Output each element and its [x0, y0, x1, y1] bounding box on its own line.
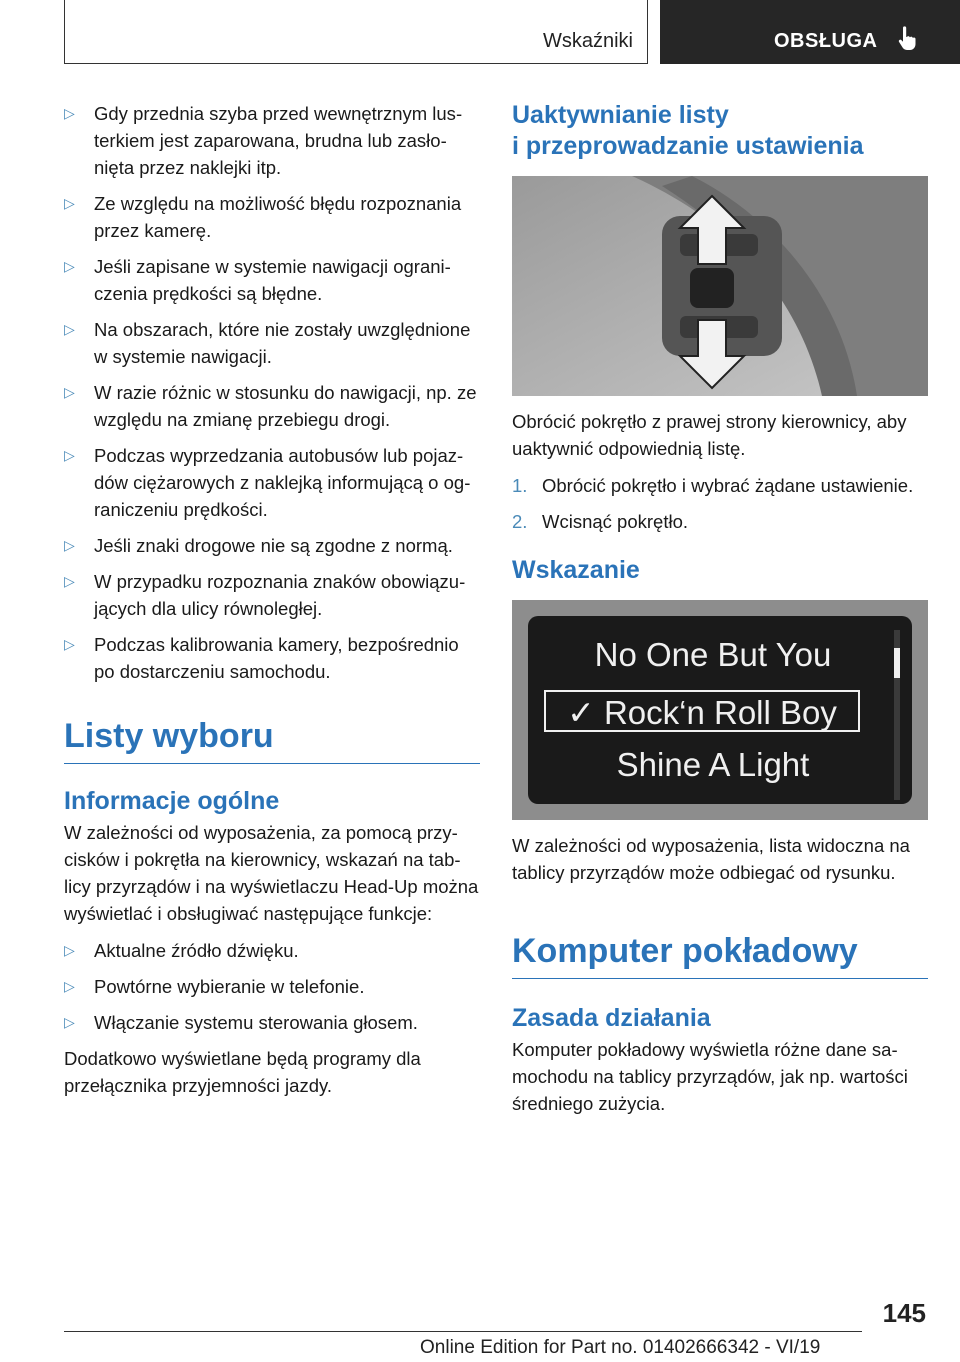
header-tab	[660, 0, 960, 64]
triangle-bullet-icon: ▷	[64, 573, 75, 589]
triangle-bullet-icon: ▷	[64, 978, 75, 994]
list-item: ▷ Gdy przednia szyba przed wewnętrznym lusterkiem jest zaparowana, brudna lub zasłonięta przez naklejki itp.	[64, 100, 480, 181]
steps-list	[512, 472, 928, 535]
list-item: ▷ Podczas wyprzedzania autobusów lub pojazdów ciężarowych z naklejką informującą o ograniczeniu prędkości.	[64, 442, 480, 523]
list-item: ▷ Jeśli zapisane w systemie nawigacji ograniczenia prędkości są błędne.	[64, 253, 480, 307]
conditions-list	[64, 100, 480, 685]
right-column	[512, 100, 928, 1117]
pointing-hand-icon	[896, 26, 918, 52]
page-number: 145	[882, 1298, 926, 1328]
left-column	[64, 100, 480, 1099]
triangle-bullet-icon: ▷	[64, 105, 75, 121]
subheading-display: Wskazanie	[512, 556, 640, 584]
triangle-bullet-icon: ▷	[64, 1014, 75, 1030]
triangle-bullet-icon: ▷	[64, 942, 75, 958]
triangle-bullet-icon: ▷	[64, 384, 75, 400]
subheading-principle: Zasada działania	[512, 1004, 711, 1032]
triangle-bullet-icon: ▷	[64, 321, 75, 337]
subheading-activate-list: Uaktywnianie listy i przeprowadzanie ustawienia	[512, 101, 864, 160]
section-heading-selection-lists: Listy wyboru	[64, 717, 274, 755]
principle-paragraph: Komputer pokładowy wyświetla różne dane samochodu na tablicy przyrządów, jak np. wartości średniego zużycia.	[512, 1039, 908, 1114]
list-item: ▷ Ze względu na możliwość błędu rozpoznania przez kamerę.	[64, 190, 480, 244]
tab-label: OBSŁUGA	[774, 30, 878, 52]
steering-wheel-roller-figure	[512, 176, 928, 396]
display-scrollbar-thumb	[894, 648, 900, 678]
intro-paragraph: W zależności od wyposażenia, za pomocą przycisków i pokrętła na kierownicy, wskazań na tablicy przyrządów i na wyświetlaczu Head-Up można wyświetlać i obsługiwać następujące funkcje:	[64, 822, 479, 924]
list-item: ▷ W przypadku rozpoznania znaków obowiązujących dla ulicy równoległej.	[64, 568, 480, 622]
display-list-item: No One But You	[594, 636, 832, 673]
activate-paragraph: Obrócić pokrętło z prawej strony kierownicy, aby uaktywnić odpowiednią listę.	[512, 411, 907, 459]
section-heading-rule	[512, 930, 928, 979]
list-item: 2. Wcisnąć pokrętło.	[512, 511, 688, 532]
list-item: ▷ Jeśli znaki drogowe nie są zgodne z normą.	[64, 532, 480, 559]
footer-edition: Online Edition for Part no. 01402666342 - VI/19	[420, 1337, 821, 1358]
list-item: ▷ Na obszarach, które nie zostały uwzględnione w systemie nawigacji.	[64, 316, 480, 370]
instrument-display-figure	[512, 600, 928, 820]
list-item: ▷ W razie różnic w stosunku do nawigacji, np. ze względu na zmianę przebiegu drogi.	[64, 379, 480, 433]
functions-list	[64, 937, 480, 1036]
display-list-item: Shine A Light	[616, 746, 810, 783]
list-item: ▷ Podczas kalibrowania kamery, bezpośrednio po dostarczeniu samochodu.	[64, 631, 480, 685]
section-heading-onboard-computer: Komputer pokładowy	[512, 932, 858, 970]
subheading-general-info: Informacje ogólne	[64, 787, 280, 815]
triangle-bullet-icon: ▷	[64, 537, 75, 553]
list-item: ▷ Aktualne źródło dźwięku.	[64, 937, 480, 964]
header-section-box	[64, 0, 648, 64]
display-caption: W zależności od wyposażenia, lista widoczna na tablicy przyrządów może odbiegać od rysunku.	[512, 835, 910, 883]
footer-rule	[64, 1331, 862, 1332]
section-title: Wskaźniki	[542, 30, 633, 52]
triangle-bullet-icon: ▷	[64, 258, 75, 274]
outro-paragraph: Dodatkowo wyświetlane będą programy dla przełącznika przyjemności jazdy.	[64, 1048, 421, 1096]
section-heading-rule	[64, 715, 480, 764]
list-item: 1. Obrócić pokrętło i wybrać żądane ustawienie.	[512, 475, 914, 496]
list-item: ▷ Włączanie systemu sterowania głosem.	[64, 1009, 480, 1036]
display-list-item-selected: ✓ Rock‘n Roll Boy	[567, 694, 837, 731]
triangle-bullet-icon: ▷	[64, 195, 75, 211]
list-item: ▷ Powtórne wybieranie w telefonie.	[64, 973, 480, 1000]
triangle-bullet-icon: ▷	[64, 636, 75, 652]
triangle-bullet-icon: ▷	[64, 447, 75, 463]
